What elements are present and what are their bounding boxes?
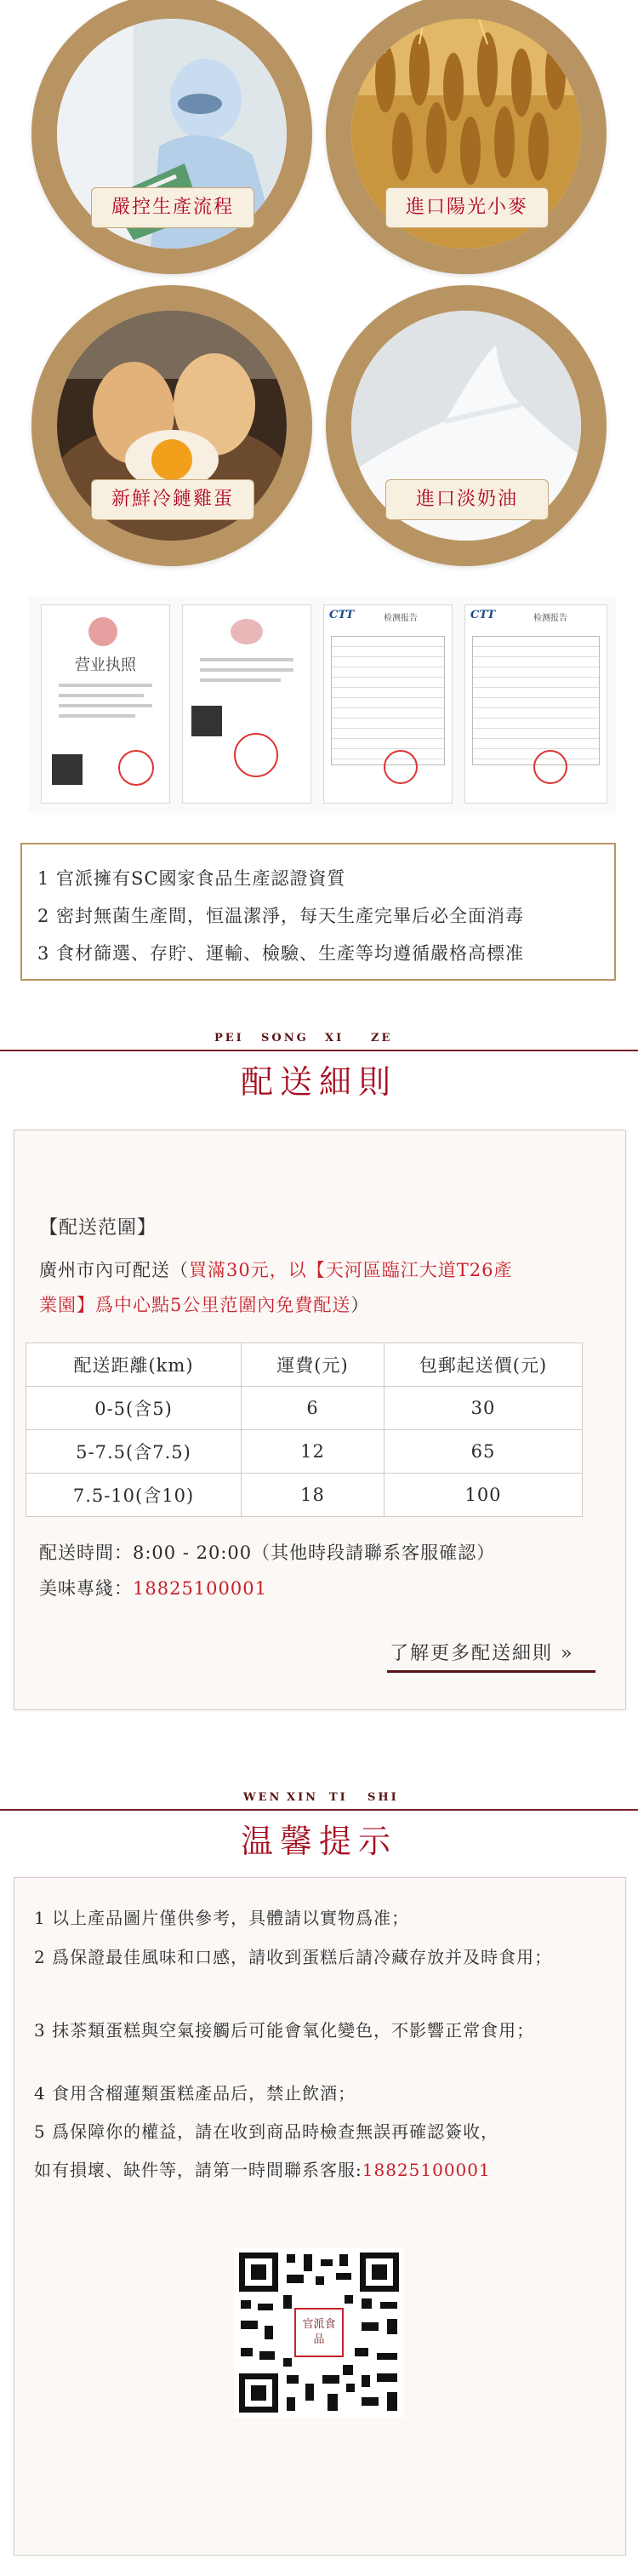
delivery-fee-table (26, 1342, 583, 1517)
delivery-range-line-2: 業園】爲中心點5公里范圍內免費配送） (39, 1295, 370, 1315)
qr-code-icon[interactable] (234, 2247, 404, 2418)
feature-caption: 嚴控生產流程 (91, 187, 254, 228)
pinyin-syllable: XI (325, 1032, 345, 1045)
hotline-number[interactable]: 18825100001 (133, 1578, 267, 1599)
contact-phone[interactable]: 18825100001 (362, 2160, 491, 2180)
pinyin-syllable: ZE (371, 1032, 393, 1045)
test-report-image-1 (323, 604, 453, 804)
qr-code-icon (191, 706, 222, 736)
table-cell: 5-7.5(含7.5) (26, 1430, 242, 1474)
tip-item: 4 食用含榴蓮類蛋糕產品后，禁止飲酒； (34, 2083, 356, 2104)
table-row (26, 1474, 583, 1517)
certificates-strip (29, 596, 616, 813)
tip-item: 3 抹茶類蛋糕與空氣接觸后可能會氧化變色，不影響正常食用； (34, 2020, 535, 2041)
feature-caption: 進口陽光小麥 (385, 187, 549, 228)
table-cell: 30 (385, 1387, 583, 1430)
tips-panel (14, 1877, 626, 2556)
qualification-item: 2 密封無菌生產間，恒温潔淨，每天生產完畢后必全面消毒 (37, 906, 525, 926)
tip-item-contact: 如有損壞、缺件等，請第一時間聯系客服:18825100001 (34, 2160, 491, 2180)
qualifications-box (20, 843, 616, 981)
table-header-cell: 運費(元) (242, 1343, 385, 1387)
tip-item: 2 爲保證最佳風味和口感，請收到蛋糕后請冷藏存放并及時食用； (34, 1947, 553, 1967)
table-row (26, 1387, 583, 1430)
seal-icon (118, 750, 154, 786)
table-cell: 12 (242, 1430, 385, 1474)
feature-card-production (31, 0, 312, 274)
table-cell: 0-5(含5) (26, 1387, 242, 1430)
production-license-image (182, 604, 311, 804)
tip-item: 1 以上產品圖片僅供參考，具體請以實物爲准； (34, 1908, 410, 1928)
pinyin-syllable: SONG (261, 1032, 309, 1045)
license-title: 营业执照 (75, 656, 136, 674)
pinyin-syllable: XIN (287, 1791, 319, 1804)
business-license-image (41, 604, 170, 804)
tip-item: 5 爲保障你的權益，請在收到商品時檢查無誤再確認簽收， (34, 2121, 499, 2142)
pinyin-syllable: WEN (243, 1791, 282, 1804)
table-cell: 7.5-10(含10) (26, 1474, 242, 1517)
table-header-cell: 配送距離(km) (26, 1343, 242, 1387)
hotline-label: 美味專綫： (39, 1578, 133, 1599)
section-divider (0, 1809, 638, 1811)
hotline-row (39, 1575, 267, 1600)
qr-center-label: 官派食品 (302, 2318, 336, 2346)
table-row (26, 1430, 583, 1474)
section-divider (0, 1050, 638, 1051)
link-underline (387, 1670, 595, 1673)
table-cell: 100 (385, 1474, 583, 1517)
seal-icon (234, 733, 278, 777)
delivery-range-title: 【配送范圍】 (39, 1217, 157, 1239)
feature-card-eggs (31, 285, 312, 566)
table-cell: 6 (242, 1387, 385, 1430)
ctt-logo: CTT (470, 609, 496, 621)
qualification-item: 1 官派擁有SC國家食品生產認證資質 (37, 868, 346, 889)
feature-caption: 進口淡奶油 (385, 479, 549, 520)
qualification-item: 3 食材篩選、存貯、運輸、檢驗、生產等均遵循嚴格高標准 (37, 943, 525, 964)
qr-code-icon (52, 754, 83, 785)
table-cell: 18 (242, 1474, 385, 1517)
delivery-section-title: 配送細則 (240, 1063, 397, 1101)
report-title: 检测报告 (384, 614, 418, 623)
table-header-row (26, 1343, 583, 1387)
feature-card-wheat (326, 0, 607, 274)
tips-section-title: 温馨提示 (240, 1823, 397, 1860)
ctt-logo: CTT (329, 609, 355, 621)
pinyin-syllable: SHI (367, 1791, 399, 1804)
seal-icon (533, 750, 567, 784)
test-report-image-2 (464, 604, 607, 804)
pinyin-syllable: TI (329, 1791, 348, 1804)
emblem-icon (88, 617, 117, 646)
table-header-cell: 包郵起送價(元) (385, 1343, 583, 1387)
report-title: 检测报告 (533, 614, 567, 623)
seal-icon (384, 750, 418, 784)
pinyin-syllable: PEI (214, 1032, 244, 1045)
table-cell: 65 (385, 1430, 583, 1474)
feature-caption: 新鮮冷鏈雞蛋 (91, 479, 254, 520)
delivery-time: 配送時間：8:00 - 20:00（其他時段請聯系客服確認） (39, 1543, 496, 1563)
feature-card-cream (326, 285, 607, 566)
more-delivery-link[interactable]: 了解更多配送細則 » (390, 1643, 574, 1664)
delivery-range-line-1: 廣州市內可配送（買滿30元，以【天河區臨江大道T26產 (39, 1260, 513, 1280)
